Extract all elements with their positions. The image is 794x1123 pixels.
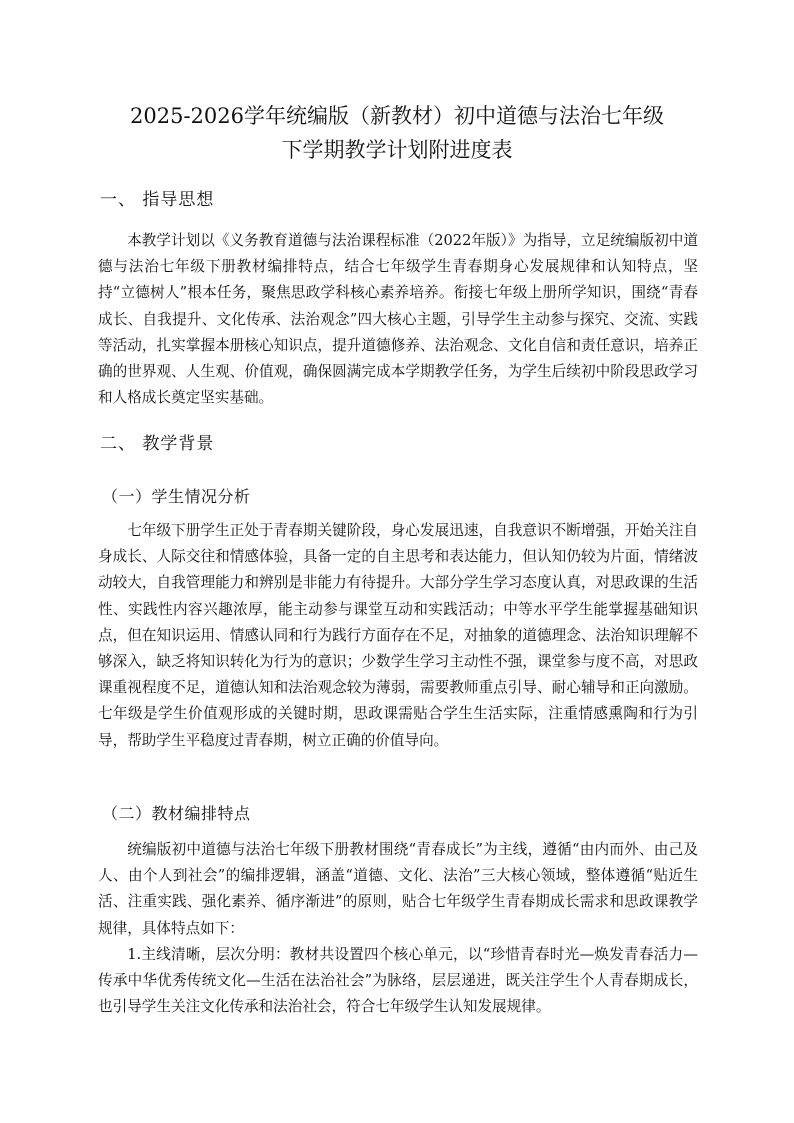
section1-heading: 一、 指导思想 — [100, 190, 215, 210]
section2-heading: 二、 教学背景 — [100, 434, 215, 454]
document-title-line2: 下学期教学计划附进度表 — [281, 138, 513, 162]
section2-sub1-paragraph: 七年级下册学生正处于青春期关键阶段，身心发展迅速，自我意识不断增强，开始关注自身成长、人际交往和情感体验，具备一定的自主思考和表达能力，但认知仍较为片面，情绪波动较大，自我管理能力和辨别是非能力有待提升。大部分学生学习态度认真，对思政课的生活性、实践性内容兴趣浓厚，能主动参与课堂互动和实践活动；中等水平学生能掌握基础知识点，但在知识运用、情感认同和行为践行方面存在不足，对抽象的道德理念、法治知识理解不够深入，缺乏将知识转化为行为的意识；少数学生学习主动性不强，课堂参与度不高，对思政课重视程度不足，道德认知和法治观念较为薄弱，需要教师重点引导、耐心辅导和正向激励。七年级是学生价值观形成的关键时期，思政课需贴合学生生活实际，注重情感熏陶和行为引导，帮助学生平稳度过青春期，树立正确的价值导向。 — [98, 522, 698, 749]
section2-sub2-paragraph: 统编版初中道德与法治七年级下册教材围绕“青春成长”为主线，遵循“由内而外、由己及人、由个人到社会”的编排逻辑，涵盖“道德、文化、法治”三大核心领域，整体遵循“贴近生活、注重实践、强化素养、循序渐进”的原则，贴合七年级学生青春期成长需求和思政课教学规律，具体特点如下： — [98, 841, 698, 937]
section2-sub1-heading: （一）学生情况分析 — [102, 487, 251, 506]
section2-sub2-list-item-1: 1.主线清晰，层次分明：教材共设置四个核心单元，以“珍惜青春时光—焕发青春活力—传承中华优秀传统文化—生活在法治社会”为脉络，层层递进，既关注学生个人青春期成长，也引导学生关注文化传承和法治社会，符合七年级学生认知发展规律。 — [98, 946, 698, 1016]
section2-sub2-heading: （二）教材编排特点 — [102, 804, 251, 823]
section1-paragraph: 本教学计划以《义务教育道德与法治课程标准（2022年版）》为指导，立足统编版初中道德与法治七年级下册教材编排特点，结合七年级学生青春期身心发展规律和认知特点，坚持“立德树人”根本任务，聚焦思政学科核心素养培养。衔接七年级上册所学知识，围绕“青春成长、自我提升、文化传承、法治观念”四大核心主题，引导学生主动参与探究、交流、实践等活动，扎实掌握本册核心知识点，提升道德修养、法治观念、文化自信和责任意识，培养正确的世界观、人生观、价值观，确保圆满完成本学期教学任务，为学生后续初中阶段思政学习和人格成长奠定坚实基础。 — [98, 232, 698, 407]
document-title-line1: 2025-2026学年统编版（新教材）初中道德与法治七年级 — [130, 104, 664, 128]
